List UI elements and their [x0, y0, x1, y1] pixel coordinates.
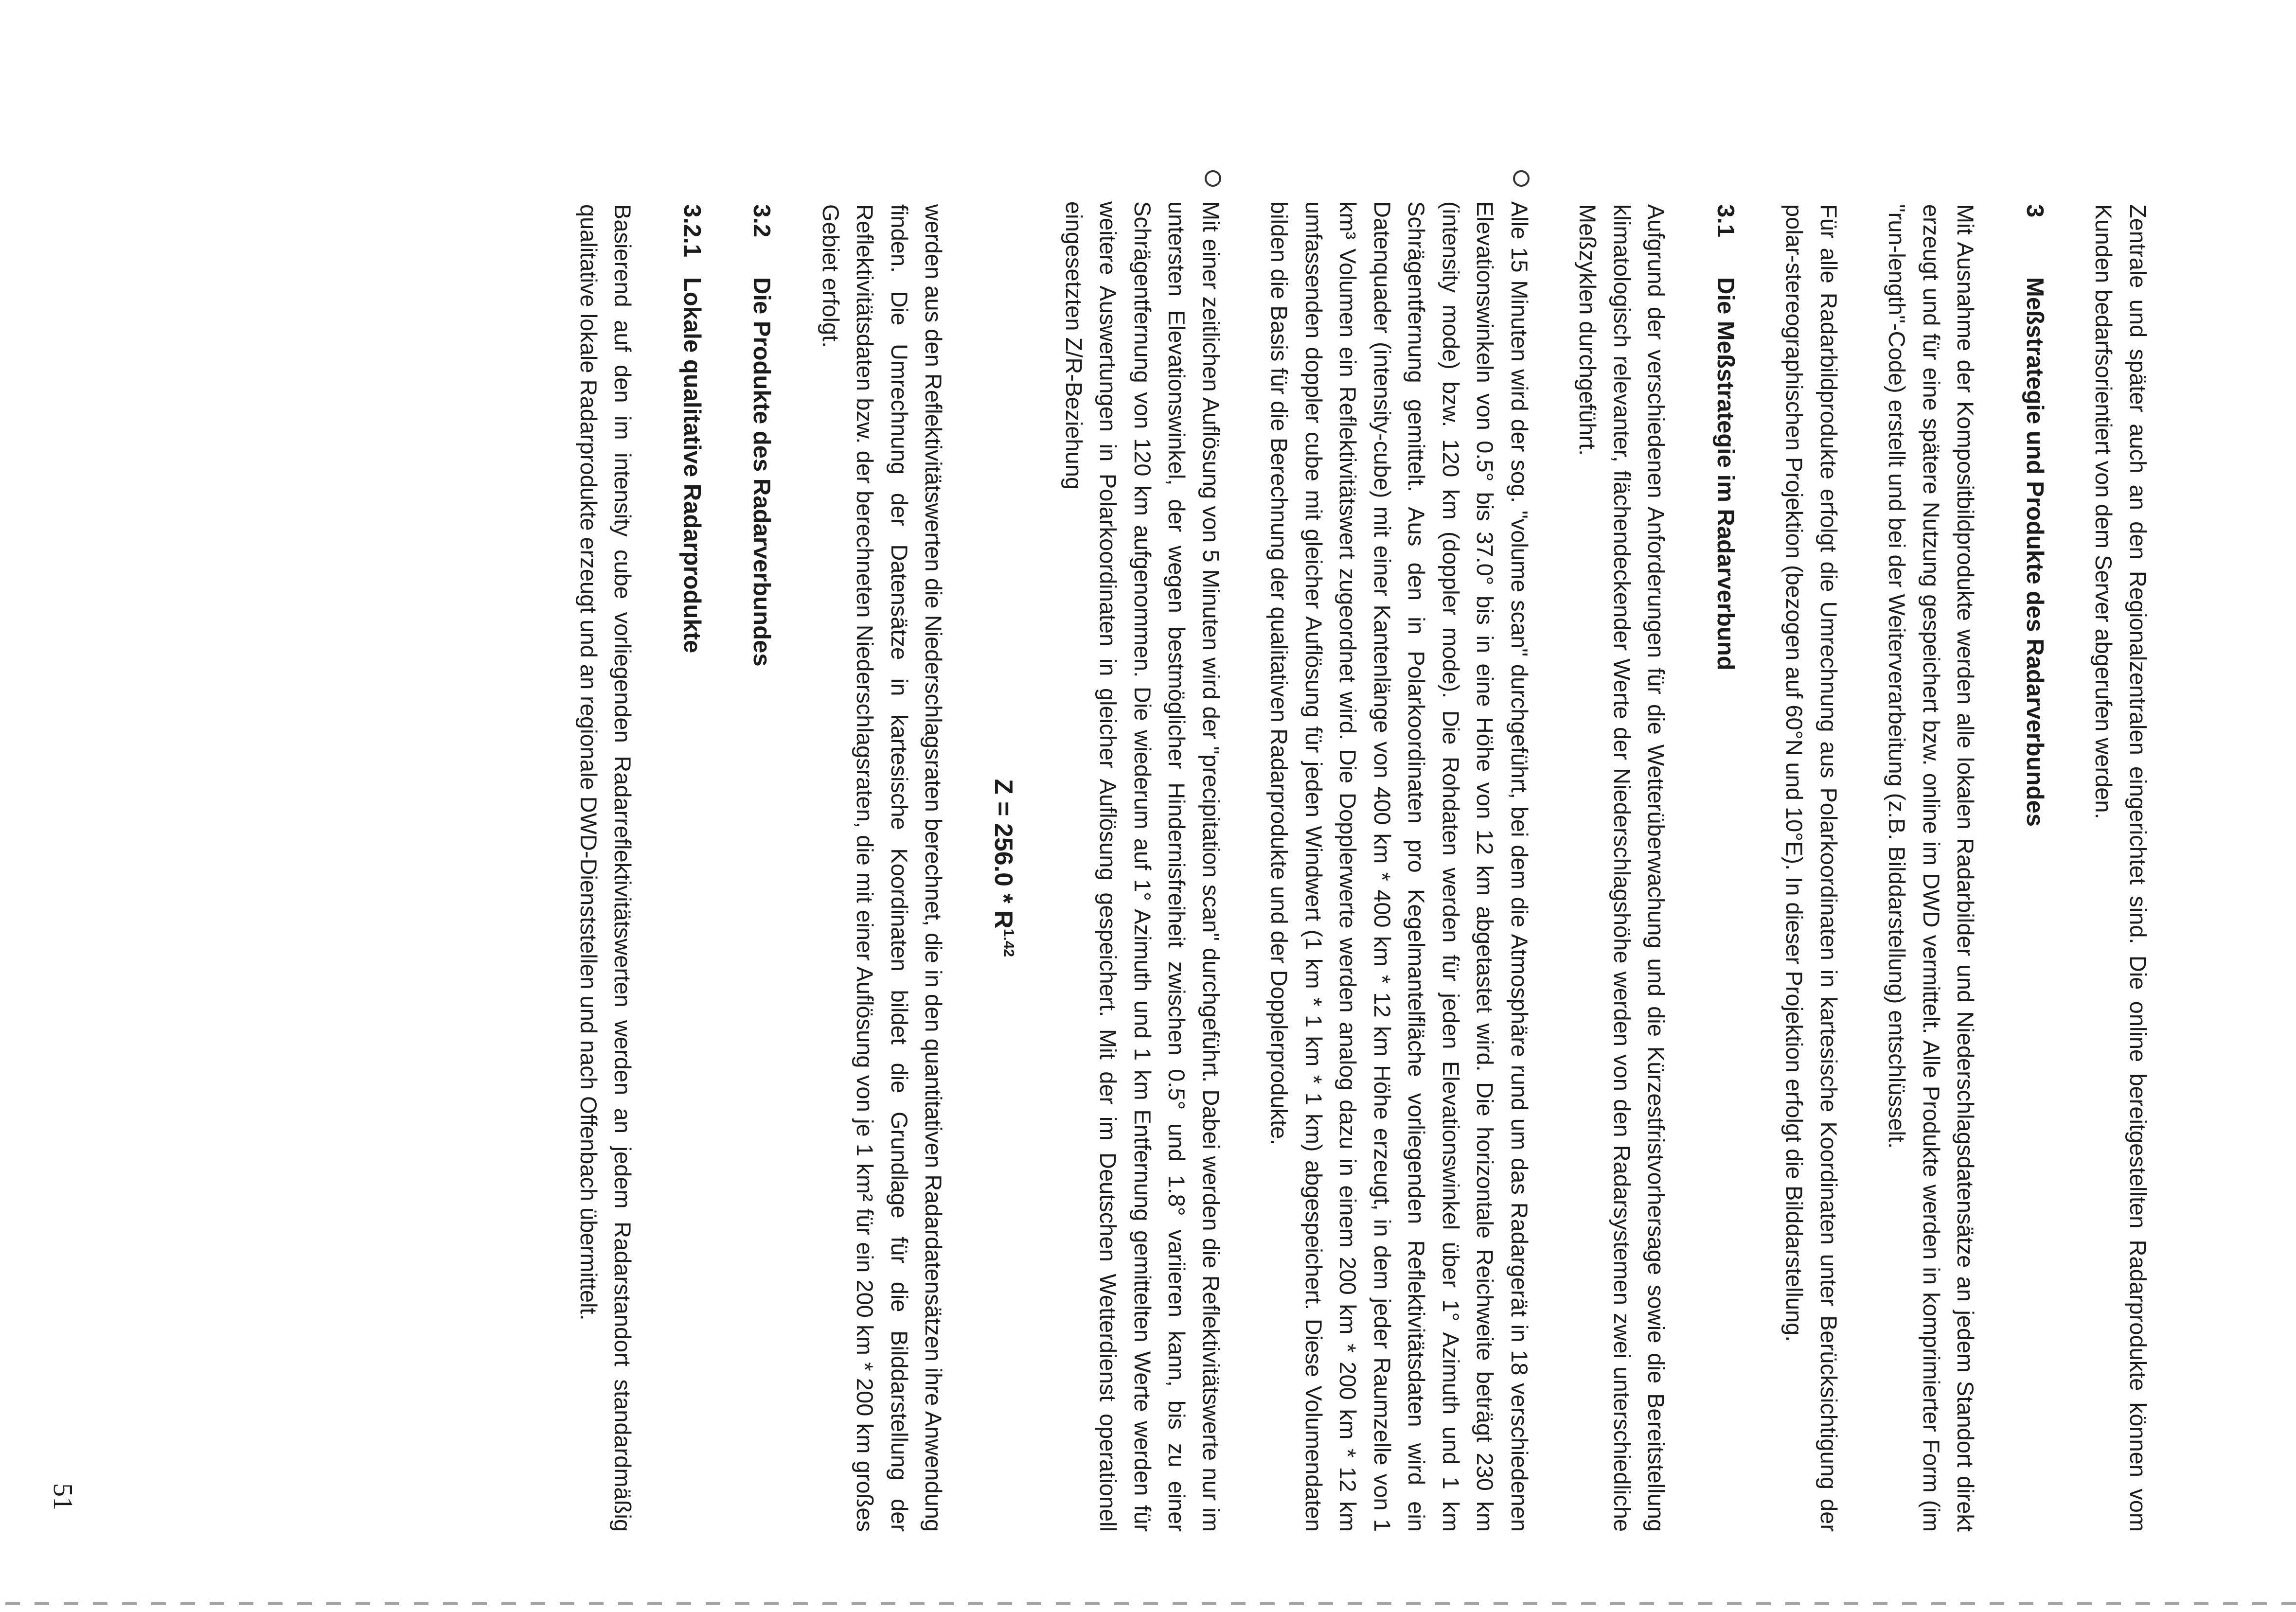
- section-title: Die Produkte des Radarverbundes: [748, 277, 775, 667]
- section-3-2-heading: [744, 204, 780, 1532]
- section-3-paragraph-1: Mit Ausnahme der Kompositbildprodukte werden alle lokalen Radarbilder und Niederschlagsdatensätze an jedem Standort direkt erzeugt und für eine spätere Nutzung gespeichert bzw. online im DWD vermittelt. Alle Produkte werden in komprimierter Form (im "run-length"-Code) erstellt und bei der Weiterverarbeitung (z.B. Bilddarstellung) entschlüsselt.: [1884, 204, 1979, 1532]
- formula-text: Z = 256.0 * R: [989, 779, 1018, 929]
- section-title: Meßstrategie und Produkte des Radarverbundes: [2022, 277, 2048, 827]
- section-3-2-1-paragraph: Basierend auf den im intensity cube vorliegenden Radarreflektivitätswerten werden an jedem Radarstandort standardmäßig qualitative lokale Radarprodukte erzeugt und an regionale DWD-Dienststellen und nach Offenbach übermittelt.: [576, 204, 636, 1532]
- intro-paragraph: Zentrale und später auch an den Regionalzentralen eingerichtet sind. Die online bereitgestellten Radarprodukte können vom Kunden bedarfsorientiert von dem Server abgerufen werden.: [2091, 204, 2151, 1532]
- bullet-circle-icon: [1205, 170, 1221, 187]
- zr-formula: [985, 204, 1023, 1532]
- section-3-paragraph-2: Für alle Radarbildprodukte erfolgt die Umrechnung aus Polarkoordinaten in kartesische Koordinaten unter Berücksichtigung der polar-stereographischen Projektion (bezogen auf 60°N und 10°E). In dieser Projektion erfolgt die Bilddarstellung.: [1781, 204, 1842, 1532]
- section-3-heading: [2017, 204, 2053, 1532]
- section-number: 3: [2022, 204, 2048, 218]
- formula-continuation-paragraph: werden aus den Reflektivitätswerten die Niederschlagsraten berechnet, die in den quantitativen Radardatensätzen ihre Anwendung finden. Die Umrechnung der Datensätze in kartesische Koordinaten bildet die Grundlage für die Bilddarstellung der Reflektivitätsdaten bzw. der berechneten Niederschlagsraten, die mit einer Auflösung von je 1 km² für ein 200 km * 200 km großes Gebiet erfolgt.: [818, 204, 947, 1532]
- section-title: Die Meßstrategie im Radarverbund: [1712, 277, 1739, 671]
- page-number: 51: [48, 1483, 78, 1510]
- section-number: 3.2: [748, 204, 775, 238]
- formula-exponent: 1.42: [1000, 928, 1017, 957]
- bullet-precipitation-scan: [1057, 201, 1228, 1532]
- bullet-volume-scan: [1262, 201, 1536, 1532]
- section-title: Lokale qualitative Radarprodukte: [679, 277, 705, 654]
- bullet-circle-icon: [1513, 170, 1530, 187]
- section-3-1-paragraph: Aufgrund der verschiedenen Anforderungen für die Wetterüberwachung und die Kürzestfristvorhersage sowie die Bereitstellung klimatologisch relevanter, flächendeckender Werte der Niederschlagshöhe werden von den Radarsystemen zwei unterschiedliche Meßzyklen durchgeführt.: [1575, 204, 1670, 1532]
- section-number: 3.2.1: [679, 204, 705, 257]
- section-3-1-heading: [1708, 204, 1744, 1532]
- bullet-text: Alle 15 Minuten wird der sog. "volume scan" durchgeführt, bei dem die Atmosphäre rund um das Radargerät in 18 verschiedenen Elevationswinkeln von 0.5° bis 37.0° bis in eine Höhe von 12 km abgetastet wird. Die horizontale Reichweite beträgt 230 km (intensity mode) bzw. 120 km (doppler mode). Die Rohdaten werden für jeden Elevationswinkel über 1° Azimuth und 1 km Schrägentfernung gemittelt. Aus den in Polarkoordinaten pro Kegelmantelfläche vorliegenden Reflektivitätsdaten wird ein Datenquader (intensity-cube) mit einer Kantenlänge von 400 km * 400 km * 12 km Höhe erzeugt, in dem jeder Raumzelle von 1 km³ Volumen ein Reflektivitätswert zugeordnet wird. Die Dopplerwerte werden analog dazu in einem 200 km * 200 km * 12 km umfassenden doppler cube mit gleicher Auflösung für jeden Windwert (1 km * 1 km * 1 km) abgespeichert. Diese Volumendaten bilden die Basis für die Berechnung der qualitativen Radarprodukte und der Dopplerprodukte.: [1266, 201, 1532, 1532]
- text-column: [537, 201, 2155, 1532]
- bullet-text: Mit einer zeitlichen Auflösung von 5 Minuten wird der "precipitation scan" durchgeführt. Dabei werden die Reflektivitätswerte nur im untersten Elevationswinkel, der wegen bestmöglicher Hindernisfreiheit zwischen 0.5° und 1.8° variieren kann, bis zu einer Schrägentfernung von 120 km aufgenommen. Die wiederum auf 1° Azimuth und 1 km Entfernung gemittelten Werte werden für weitere Auswertungen in Polarkoordinaten in gleicher Auflösung gespeichert. Mit der im Deutschen Wetterdienst operationell eingesetzten Z/R-Beziehung: [1061, 201, 1224, 1532]
- scan-edge-line: [0, 1602, 2296, 1605]
- section-number: 3.1: [1712, 204, 1739, 238]
- section-3-2-1-heading: [674, 204, 710, 1532]
